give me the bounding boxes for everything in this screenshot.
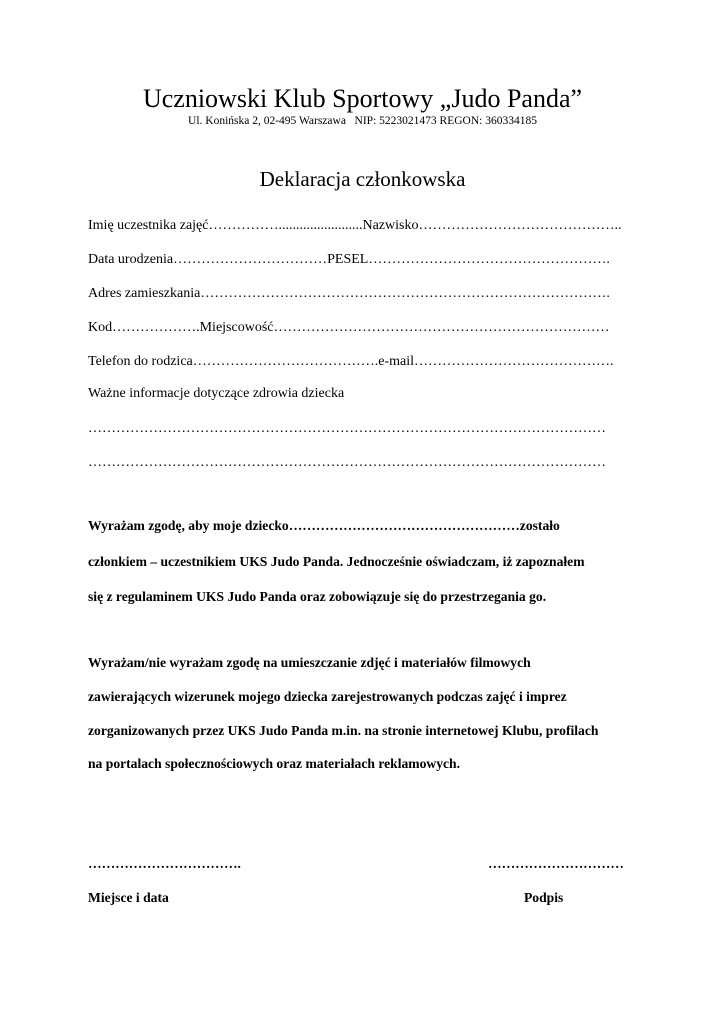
consent-membership-line-1: Wyrażam zgodę, aby moje dziecko……………………………………………zostało [88, 518, 560, 533]
consent-image-line-4: na portalach społecznościowych oraz materiałach reklamowych. [88, 756, 461, 771]
field-health-info-label: Ważne informacje dotyczące zdrowia dziecka [88, 386, 345, 401]
field-name-surname: Imię uczestnika zajęć……………........................Nazwisko…………………………………….. [88, 218, 622, 233]
club-address: Ul. Konińska 2, 02-495 Warszawa NIP: 5223021473 REGON: 360334185 [188, 115, 537, 127]
club-title: Uczniowski Klub Sportowy „Judo Panda” [142, 84, 583, 113]
consent-image-line-1: Wyrażam/nie wyrażam zgodę na umieszczanie zdjęć i materiałów filmowych [88, 655, 531, 670]
consent-image-line-2: zawierających wizerunek mojego dziecka zarejestrowanych podczas zajęć i imprez [88, 689, 567, 704]
consent-image-line-3: zorganizowanych przez UKS Judo Panda m.in. na stronie internetowej Klubu, profilach [88, 723, 599, 738]
field-health-info-line-2: ………………………………………………………………………………………………… [88, 455, 606, 470]
field-health-info-line-1: ………………………………………………………………………………………………… [88, 421, 606, 436]
consent-membership-line-2: członkiem – uczestnikiem UKS Judo Panda. Jednocześnie oświadczam, iż zapoznałem [88, 554, 585, 569]
field-birthdate-pesel: Data urodzenia……………………………PESEL……………………………………………. [88, 252, 610, 267]
signature-line: ………………………… [488, 856, 624, 871]
place-date-label: Miejsce i data [88, 890, 169, 905]
field-postcode-city: Kod……………….Miejscowość……………………………………………………………… [88, 320, 610, 335]
field-phone-email: Telefon do rodzica………………………………….e-mail……………………………………. [88, 354, 614, 369]
field-address: Adres zamieszkania……………………………………………………………………………. [88, 286, 610, 301]
consent-membership-line-3: się z regulaminem UKS Judo Panda oraz zobowiązuje się do przestrzegania go. [88, 589, 547, 604]
place-date-line: ……………………………. [88, 856, 241, 871]
form-heading: Deklaracja członkowska [259, 167, 466, 191]
signature-label: Podpis [524, 890, 564, 905]
